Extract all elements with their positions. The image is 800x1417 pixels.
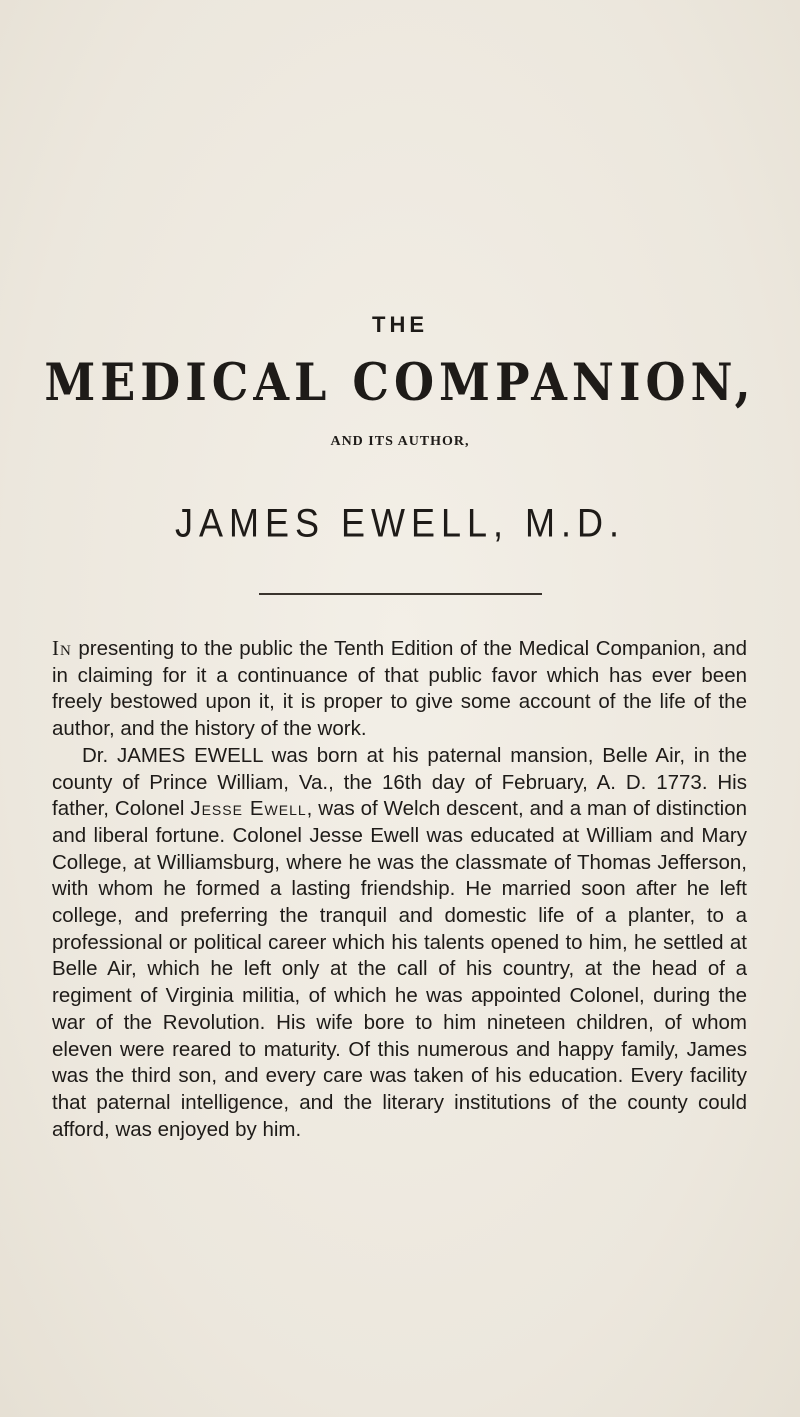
paragraph-lead-word: In <box>52 636 72 660</box>
author-name: JAMES EWELL, M.D. <box>174 500 626 546</box>
subtitle: AND ITS AUTHOR, <box>330 434 470 449</box>
title-prefix: THE <box>372 312 428 337</box>
paragraph-intro-text: presenting to the public the Tenth Edition of the Medical Companion, and in claiming for it a continuance of that public favor which has ever been freely bestowed upon it, it is proper to give some account of the life of the author, and the history of the work. <box>52 637 747 741</box>
paragraph-biography-text-b: , was of Welch descent, and a man of distinction and liberal fortune. Colonel Jesse Ewell was educated at William and Mary College, at Williamsburg, where he was the classmate of Thomas Jefferson, with whom he formed a lasting friendship. He married soon after he left college, and preferring the tranquil and domestic life of a planter, to a professional or political career which his talents opened to him, he settled at Belle Air, which he left only at the call of his country, at the head of a regiment of Virginia militia, of which he was appointed Colonel, during the war of the Revolution. His wife bore to him nineteen children, of whom eleven were reared to maturity. Of this numerous and happy family, James was the third son, and every care was taken of his education. Every facility that paternal intelligence, and the literary institutions of the county could afford, was enjoyed by him. <box>52 797 747 1141</box>
body-text <box>52 635 747 1143</box>
paragraph-biography <box>52 743 747 1144</box>
divider-rule <box>259 593 542 595</box>
paragraph-biography-text-a: Dr. JAMES EWELL was born at his paternal mansion, Belle Air, in the county of Prince William, Va., the 16th day of February, A. D. 1773. His father, Colonel <box>52 743 747 821</box>
father-name: Jesse Ewell <box>190 797 307 821</box>
page-title: MEDICAL COMPANION, <box>44 352 756 413</box>
paragraph-intro <box>52 635 747 743</box>
